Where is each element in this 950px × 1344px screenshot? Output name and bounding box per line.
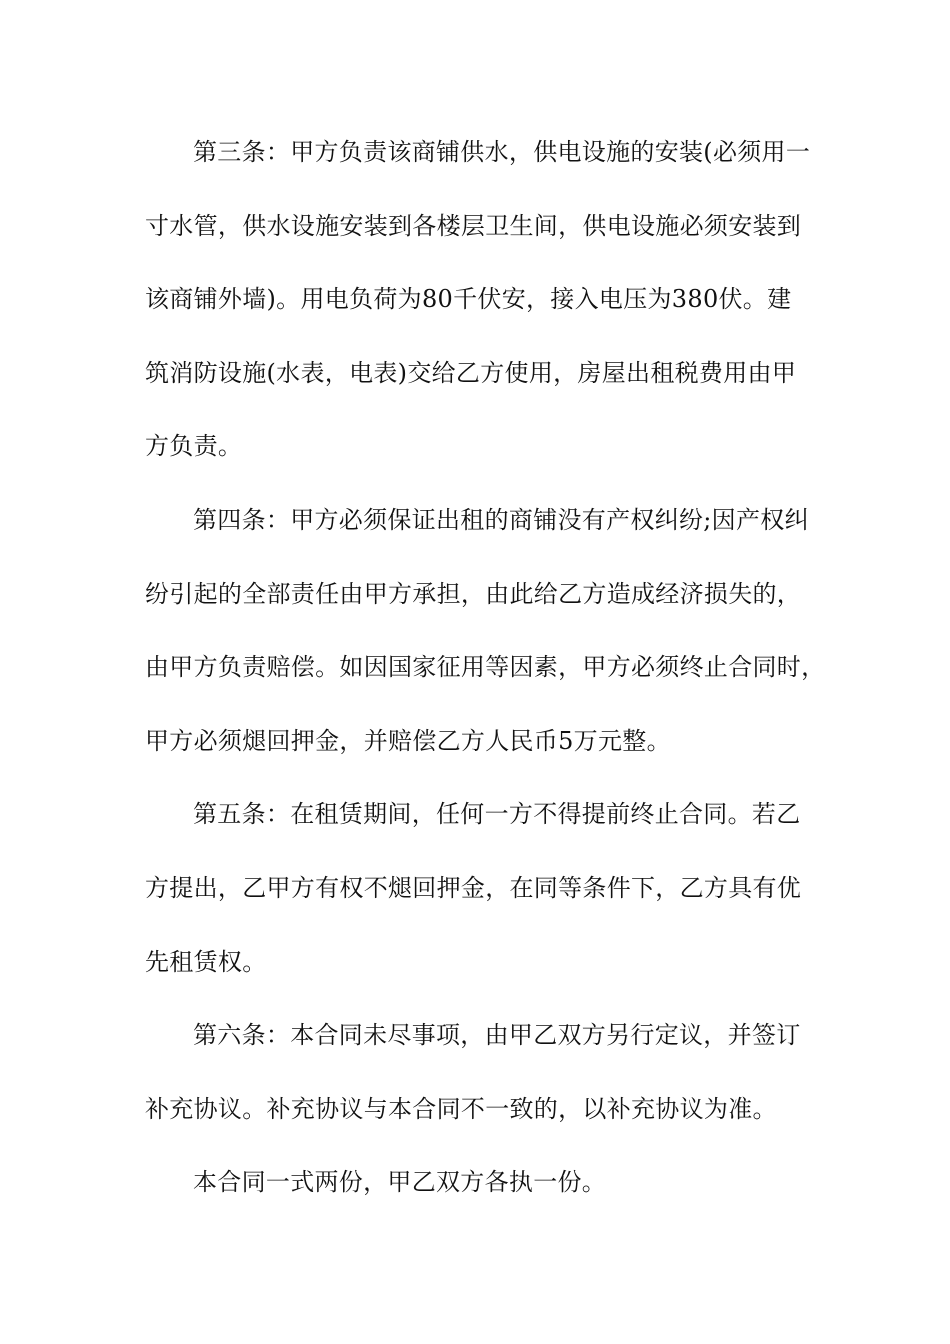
clause-3-line-1: 第三条：甲方负责该商铺供水，供电设施的安装(必须用一 — [193, 138, 811, 166]
clause-6-line-1: 第六条：本合同未尽事项，由甲乙双方另行定议，并签订 — [193, 1021, 801, 1050]
clause-5-line-2: 方提出，乙甲方有权不煺回押金，在同等条件下，乙方具有优 — [145, 873, 802, 902]
clause-4-line-2: 纷引起的全部责任由甲方承担，由此给乙方造成经济损失的， — [145, 579, 802, 608]
clause-4-line-3: 由甲方负责赔偿。如因国家征用等因素，甲方必须终止合同时， — [145, 653, 826, 682]
clause-3-line-5: 方负责。 — [145, 432, 243, 461]
clause-6-line-2: 补充协议。补充协议与本合同不一致的，以补充协议为准。 — [145, 1094, 777, 1123]
document-body — [145, 128, 825, 1232]
clause-3-line-4: 筑消防设施(水表，电表)交给乙方使用，房屋出租税费用由甲 — [145, 358, 797, 387]
clause-3-line-2: 寸水管，供水设施安装到各楼层卫生间，供电设施必须安装到 — [145, 211, 802, 240]
clause-3-line-3: 该商铺外墙)。用电负荷为80千伏安，接入电压为380伏。建 — [145, 285, 792, 314]
clause-5-line-3: 先租赁权。 — [145, 947, 267, 976]
clause-5-line-1: 第五条：在租赁期间，任何一方不得提前终止合同。若乙 — [193, 800, 801, 829]
clause-4-line-1: 第四条：甲方必须保证出租的商铺没有产权纠纷;因产权纠 — [193, 505, 809, 534]
clause-4-line-4: 甲方必须煺回押金，并赔偿乙方人民币5万元整。 — [145, 726, 671, 755]
closing-line: 本合同一式两份，甲乙双方各执一份。 — [193, 1168, 607, 1197]
